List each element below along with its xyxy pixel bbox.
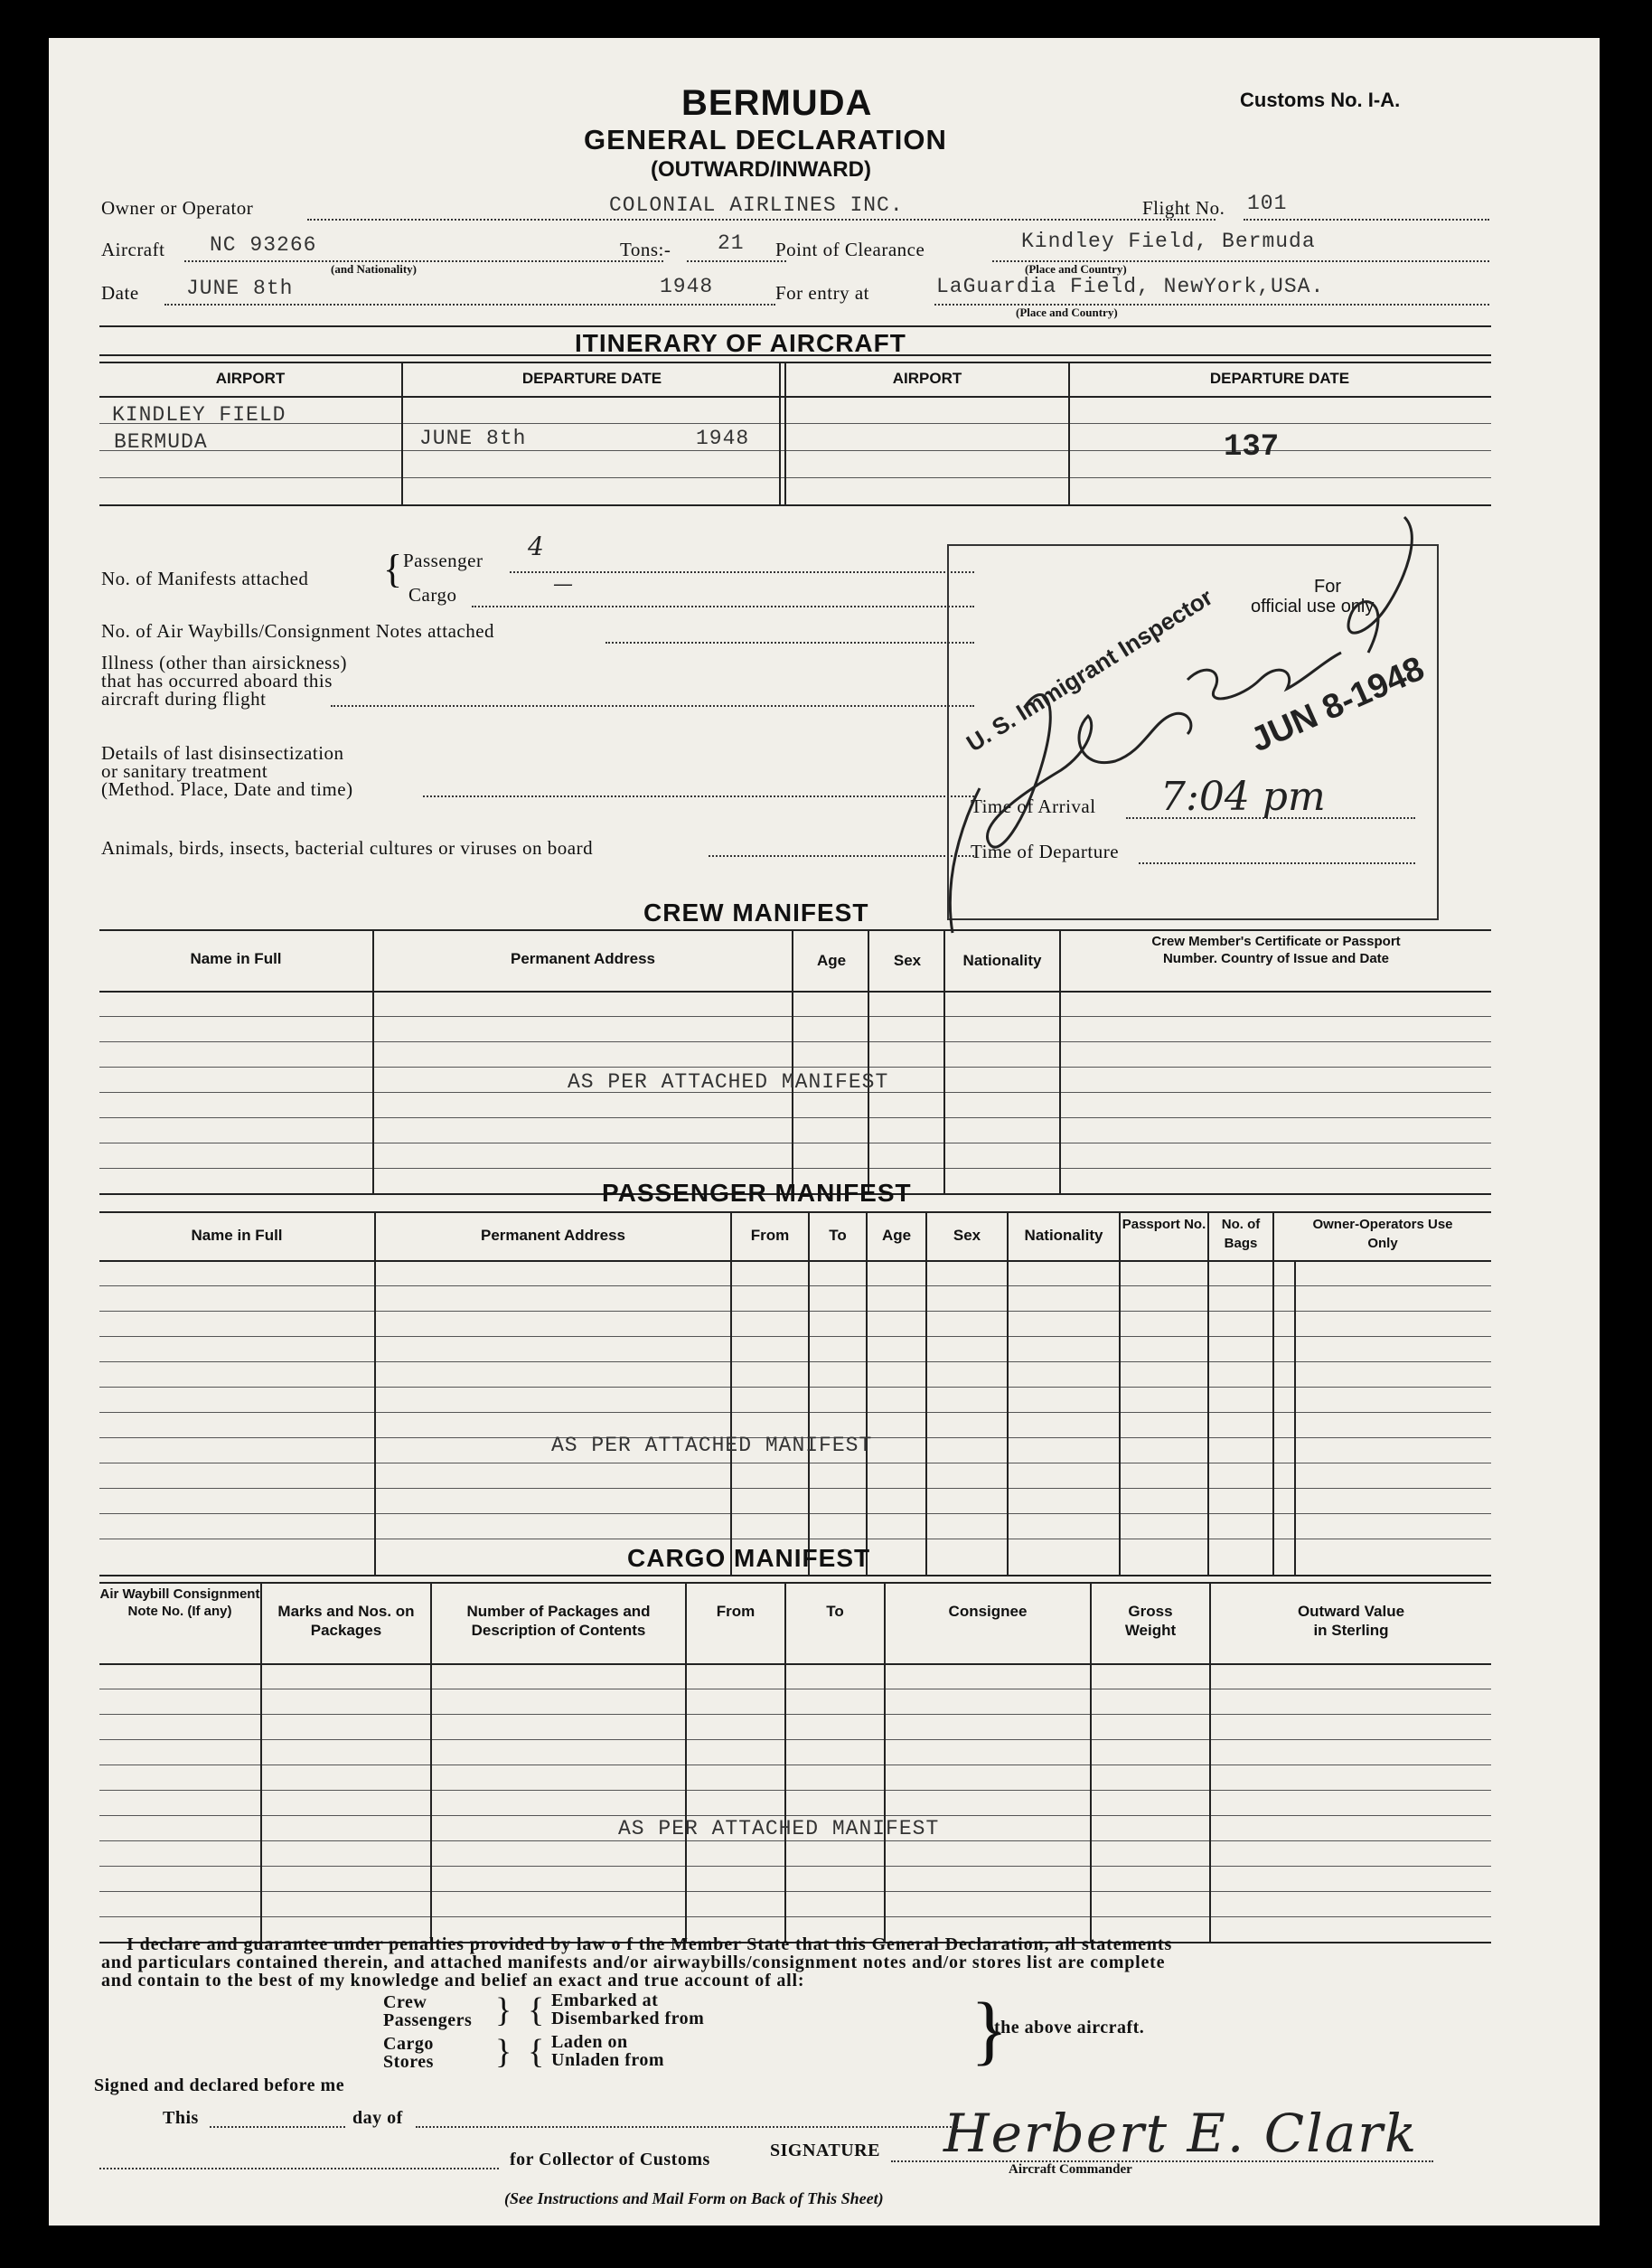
cargo-header-weight: Gross Weight [1124, 1603, 1177, 1639]
place-country-note-2: (Place and Country) [1016, 306, 1118, 319]
inspector-signature [916, 499, 1477, 969]
crew-header-nationality: Nationality [962, 952, 1042, 969]
tons-label: Tons:- [620, 239, 671, 260]
aircraft-value[interactable]: NC 93266 [210, 233, 317, 257]
illness-label-1: Illness (other than airsickness) [101, 652, 348, 673]
declaration-stores: Stores [383, 2052, 434, 2072]
form-title: BERMUDA [681, 83, 873, 123]
cargo-header-marks: Marks and Nos. on Packages [277, 1603, 415, 1639]
clearance-value[interactable]: Kindley Field, Bermuda [1021, 230, 1316, 253]
waybills-label: No. of Air Waybills/Consignment Notes attached [101, 620, 495, 642]
declaration-text-2: and particulars contained therein, and attached manifests and/or airwaybills/consignment notes and/or stores list are complete [101, 1953, 1166, 1972]
date-label: Date [101, 282, 139, 304]
owner-label: Owner or Operator [101, 197, 254, 219]
declaration-crew: Crew [383, 1992, 427, 2012]
cargo-header-packages: Number of Packages and Description of Contents [466, 1603, 651, 1639]
passenger-manifest-title: PASSENGER MANIFEST [602, 1179, 912, 1207]
departure-time-label: Time of Departure [971, 841, 1120, 862]
official-for: For [1314, 577, 1341, 597]
cargo-header-to: To [826, 1603, 844, 1620]
declaration-unladen: Unladen from [551, 2050, 665, 2070]
crew-header-name: Name in Full [190, 950, 282, 967]
manifests-label: No. of Manifests attached [101, 568, 309, 589]
entry-label: For entry at [775, 282, 869, 304]
passenger-header-to: To [829, 1227, 847, 1244]
disinsect-label-3: (Method. Place, Date and time) [101, 778, 353, 800]
arrival-label: Time of Arrival [971, 795, 1096, 817]
passenger-header-from: From [750, 1227, 790, 1244]
cargo-header-waybill: Air Waybill Consignment Note No. (If any) [99, 1586, 260, 1619]
declaration-sheet: BERMUDA Customs No. I-A. GENERAL DECLARATION (OUTWARD/INWARD) Owner or Operator COLONIAL AIRLINES INC. Flight No. 101 Aircraft NC 93266 (and Nationality) Tons:- 21 Point of Clearance Kindley Field, Bermuda (Place and Country) Date JUNE 8th 1948 For entry at LaGuardia Field, NewYork,USA. (Place and Country) ITINERARY OF AIRCRAFT AIRPORT DEPARTURE DATE AIRPORT DEPARTURE DATE KINDLEY FIELD BERMUDA JUNE 8th 1948 137 No. of Manifests attached { Passenger 4 Cargo — No. of Air Waybills/Consignment Notes attached Illness (other than airsickness) that has occurred aboard this aircraft during flight Details of last disinsectization or sanitary treatment (Method. Place, Date and time) Animals, birds, insects, bacterial cultures or viruses on board For official use only U. S. Immigrant Inspector JUN 8-1948 Time of Arrival 7:04 pm Time of Departure CREW MANIFEST Name in Full Permanent Address Age Sex Nationality Crew Member's Certificate or Passport Number. Country of Issue and Date AS PER ATTACHED MANIFEST PASSENGER MANIFEST Name in Full Permanent Address From To Age Sex Nationality Passport No. No. of Bags Owner-Operators Use Only AS PER ATTACHED MANIFEST CARGO MANIFEST Air Waybill Consignment Note No. (If any) Marks and Nos. on Packages Number of Packages and Description of Contents From To Consignee Gross Weight Outward Value in Sterling AS PER ATTACHED MANIFEST I declare and guarantee under penalties provided by law o f the Member State that this General Declaration, all statements and particulars contained therein, and attached manifests and/or airwaybills/consignment notes and/or stores list are complete and contain to the best of my knowledge and belief an exact and true account of all: Crew Passengers Cargo Stores } } { { Embarked at Disembarked from Laden on Unladen from } the above aircraft. Signed and declared before me This day of for Collector of Customs SIGNATURE Herbert E. Clark Aircraft Commander (See Instructions and Mail Form on Back of This Sheet) [49, 38, 1600, 2226]
signature-label: SIGNATURE [770, 2141, 880, 2160]
clearance-label: Point of Clearance [775, 239, 925, 260]
cargo-header-value: Outward Value in Sterling [1297, 1603, 1405, 1639]
itinerary-departure-date[interactable]: JUNE 8th [419, 427, 527, 450]
passenger-label: Passenger [403, 550, 483, 571]
itinerary-departure-year[interactable]: 1948 [696, 427, 750, 450]
itinerary-airport-line-2[interactable]: BERMUDA [114, 430, 208, 454]
cargo-manifest-title: CARGO MANIFEST [627, 1544, 871, 1572]
cargo-label: Cargo [408, 584, 457, 606]
official-use-only: official use only [1251, 597, 1375, 616]
passenger-header-nationality: Nationality [1024, 1227, 1103, 1244]
owner-value[interactable]: COLONIAL AIRLINES INC. [609, 193, 904, 217]
place-country-note: (Place and Country) [1025, 262, 1127, 276]
commander-label: Aircraft Commander [1009, 2162, 1132, 2177]
itinerary-header-departure: DEPARTURE DATE [521, 370, 662, 387]
passenger-header-name: Name in Full [191, 1227, 283, 1244]
this-label: This [163, 2108, 199, 2128]
illness-label-2: that has occurred aboard this [101, 670, 333, 692]
disinsect-label-1: Details of last disinsectization [101, 742, 344, 764]
declaration-laden: Laden on [551, 2032, 628, 2052]
crew-header-certificate: Crew Member's Certificate or Passport Number. Country of Issue and Date [1151, 934, 1401, 966]
passenger-header-address: Permanent Address [481, 1227, 625, 1244]
customs-form-number: Customs No. I-A. [1240, 89, 1401, 111]
cargo-header-consignee: Consignee [948, 1603, 1028, 1620]
passenger-header-owner-use: Owner-Operators Use Only [1312, 1217, 1453, 1251]
stamp-number: 137 [1224, 430, 1280, 465]
immigrant-inspector-stamp: U. S. Immigrant Inspector [962, 583, 1217, 758]
cargo-header-from: From [716, 1603, 756, 1620]
arrival-date-stamp: JUN 8-1948 [1245, 649, 1431, 760]
itinerary-header-airport: AIRPORT [215, 370, 286, 387]
arrival-time[interactable]: 7:04 pm [1160, 774, 1326, 820]
form-direction: (OUTWARD/INWARD) [651, 157, 871, 182]
passenger-manifest-count[interactable]: 4 [528, 532, 544, 561]
cargo-note: AS PER ATTACHED MANIFEST [618, 1817, 940, 1840]
aircraft-label: Aircraft [101, 239, 165, 260]
commander-signature[interactable]: Herbert E. Clark [943, 2103, 1419, 2164]
entry-value[interactable]: LaGuardia Field, NewYork,USA. [936, 275, 1325, 298]
signed-label: Signed and declared before me [94, 2075, 345, 2095]
crew-header-age: Age [816, 952, 847, 969]
form-subtitle: GENERAL DECLARATION [584, 124, 947, 155]
itinerary-header-airport-2: AIRPORT [892, 370, 962, 387]
passenger-header-passport: Passport No. [1122, 1217, 1206, 1232]
animals-label: Animals, birds, insects, bacterial cultures or viruses on board [101, 837, 594, 859]
date-value[interactable]: JUNE 8th [186, 277, 294, 300]
crew-header-sex: Sex [893, 952, 922, 969]
declaration-embarked: Embarked at [551, 1990, 659, 2010]
nationality-note: (and Nationality) [331, 262, 417, 276]
year-value[interactable]: 1948 [660, 275, 714, 298]
declaration-passengers: Passengers [383, 2010, 473, 2030]
crew-header-address: Permanent Address [511, 950, 655, 967]
itinerary-airport-line-1[interactable]: KINDLEY FIELD [112, 403, 286, 427]
collector-label: for Collector of Customs [510, 2150, 710, 2169]
declaration-text-3: and contain to the best of my knowledge and belief an exact and true account of all: [101, 1971, 805, 1990]
declaration-text-1: I declare and guarantee under penalties provided by law o f the Member State that this General Declaration, all statements [127, 1934, 1173, 1954]
declaration-above-aircraft: the above aircraft. [994, 2018, 1145, 2037]
declaration-cargo: Cargo [383, 2034, 434, 2054]
passenger-header-age: Age [881, 1227, 912, 1244]
passenger-header-sex: Sex [953, 1227, 981, 1244]
flight-label: Flight No. [1142, 197, 1225, 219]
itinerary-header-departure-2: DEPARTURE DATE [1209, 370, 1350, 387]
crew-note: AS PER ATTACHED MANIFEST [568, 1070, 889, 1094]
disinsect-label-2: or sanitary treatment [101, 760, 268, 782]
crew-manifest-title: CREW MANIFEST [643, 899, 869, 927]
declaration-disembarked: Disembarked from [551, 2009, 705, 2028]
passenger-header-bags: No. of Bags [1221, 1217, 1261, 1251]
footer-note: (See Instructions and Mail Form on Back of This Sheet) [504, 2189, 884, 2207]
cargo-manifest-count[interactable]: — [553, 573, 573, 596]
day-of-label: day of [352, 2108, 403, 2128]
tons-value[interactable]: 21 [718, 231, 745, 255]
itinerary-title: ITINERARY OF AIRCRAFT [575, 329, 906, 357]
flight-value[interactable]: 101 [1247, 192, 1288, 215]
illness-label-3: aircraft during flight [101, 688, 267, 710]
passenger-note: AS PER ATTACHED MANIFEST [551, 1434, 873, 1457]
